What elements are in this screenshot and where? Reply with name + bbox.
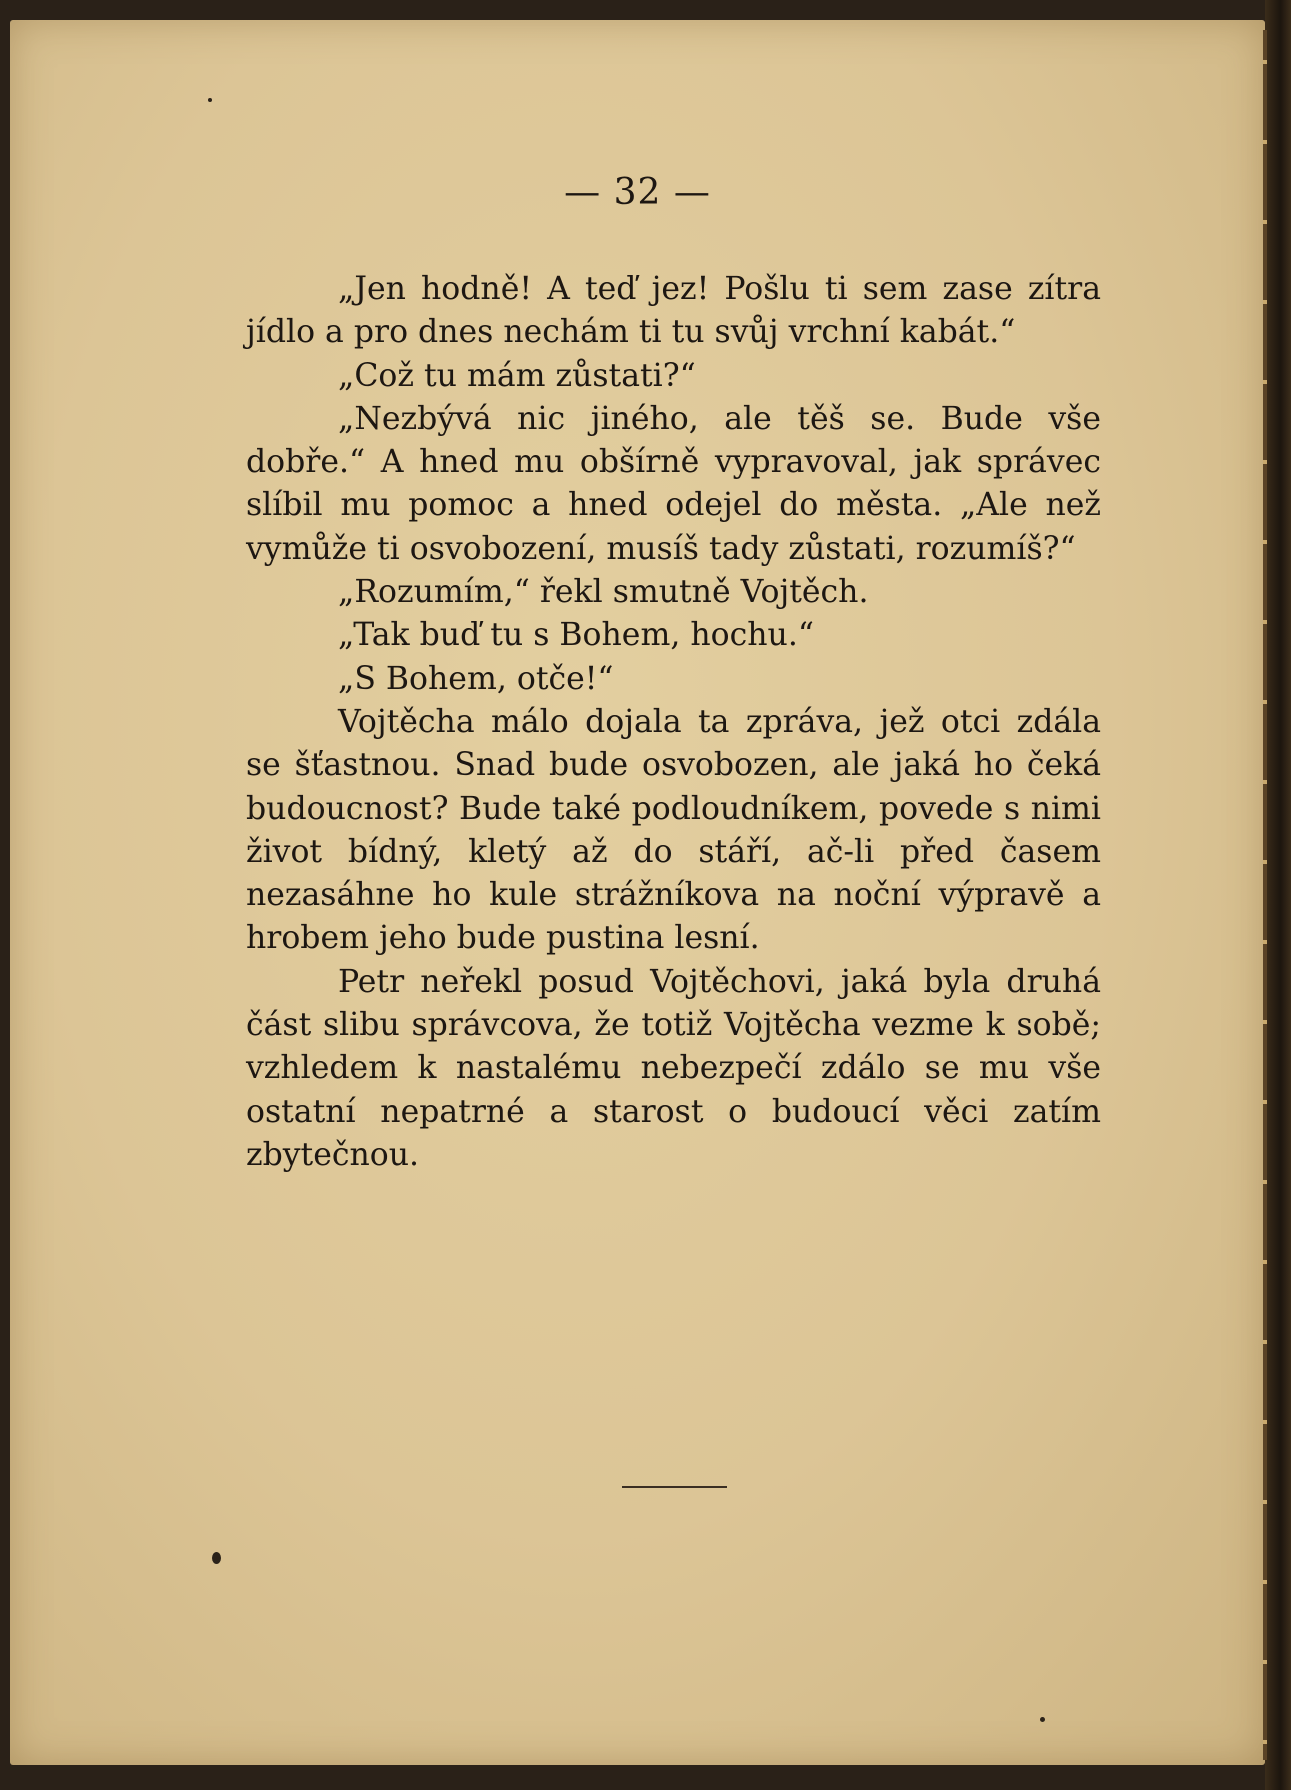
end-rule: [622, 1486, 727, 1488]
ink-speck: [208, 98, 212, 102]
paragraph-7: Vojtěcha málo dojala ta zpráva, jež otci zdála se šťastnou. Snad bude osvobozen, ale jaká ho čeká budoucnost? Bude také podloudníkem, povede s nimi život bídný, kletý až do stáří, ač-li před časem nezasáhne ho kule strážníkova na noční výpravě a hrobem jeho bude pustina lesní.: [246, 703, 1101, 957]
book-page: [10, 20, 1265, 1765]
paragraph-3: „Nezbývá nic jiného, ale těš se. Bude vše dobře.“ A hned mu obšírně vypravoval, jak správec slíbil mu pomoc a hned odejel do města. „Ale než vymůže ti osvobození, musíš tady zůstati, rozumíš?“: [246, 400, 1101, 567]
ink-speck: [212, 1552, 221, 1564]
body-text: [246, 268, 1101, 1177]
paragraph-4: „Rozumím,“ řekl smutně Vojtěch.: [338, 574, 869, 611]
paragraph-1: „Jen hodně! A teď jez! Pošlu ti sem zase zítra jídlo a pro dnes nechám ti tu svůj vrchní kabát.“: [246, 271, 1101, 351]
book-spine: [1265, 0, 1291, 1790]
paragraph-8: Petr neřekl posud Vojtěchovi, jaká byla druhá část slibu správcova, že totiž Vojtěcha vezme k sobě; vzhledem k nastalému nebezpečí zdálo se mu vše ostatní nepatrné a starost o budoucí věci zatím zbytečnou.: [246, 963, 1101, 1173]
paragraph-5: „Tak buď tu s Bohem, hochu.“: [338, 617, 814, 654]
page-number: — 32 —: [564, 172, 711, 213]
ink-speck: [1040, 1717, 1045, 1722]
page-edge: [1263, 30, 1267, 1760]
paragraph-6: „S Bohem, otče!“: [338, 660, 614, 697]
paragraph-2: „Což tu mám zůstati?“: [338, 357, 696, 394]
